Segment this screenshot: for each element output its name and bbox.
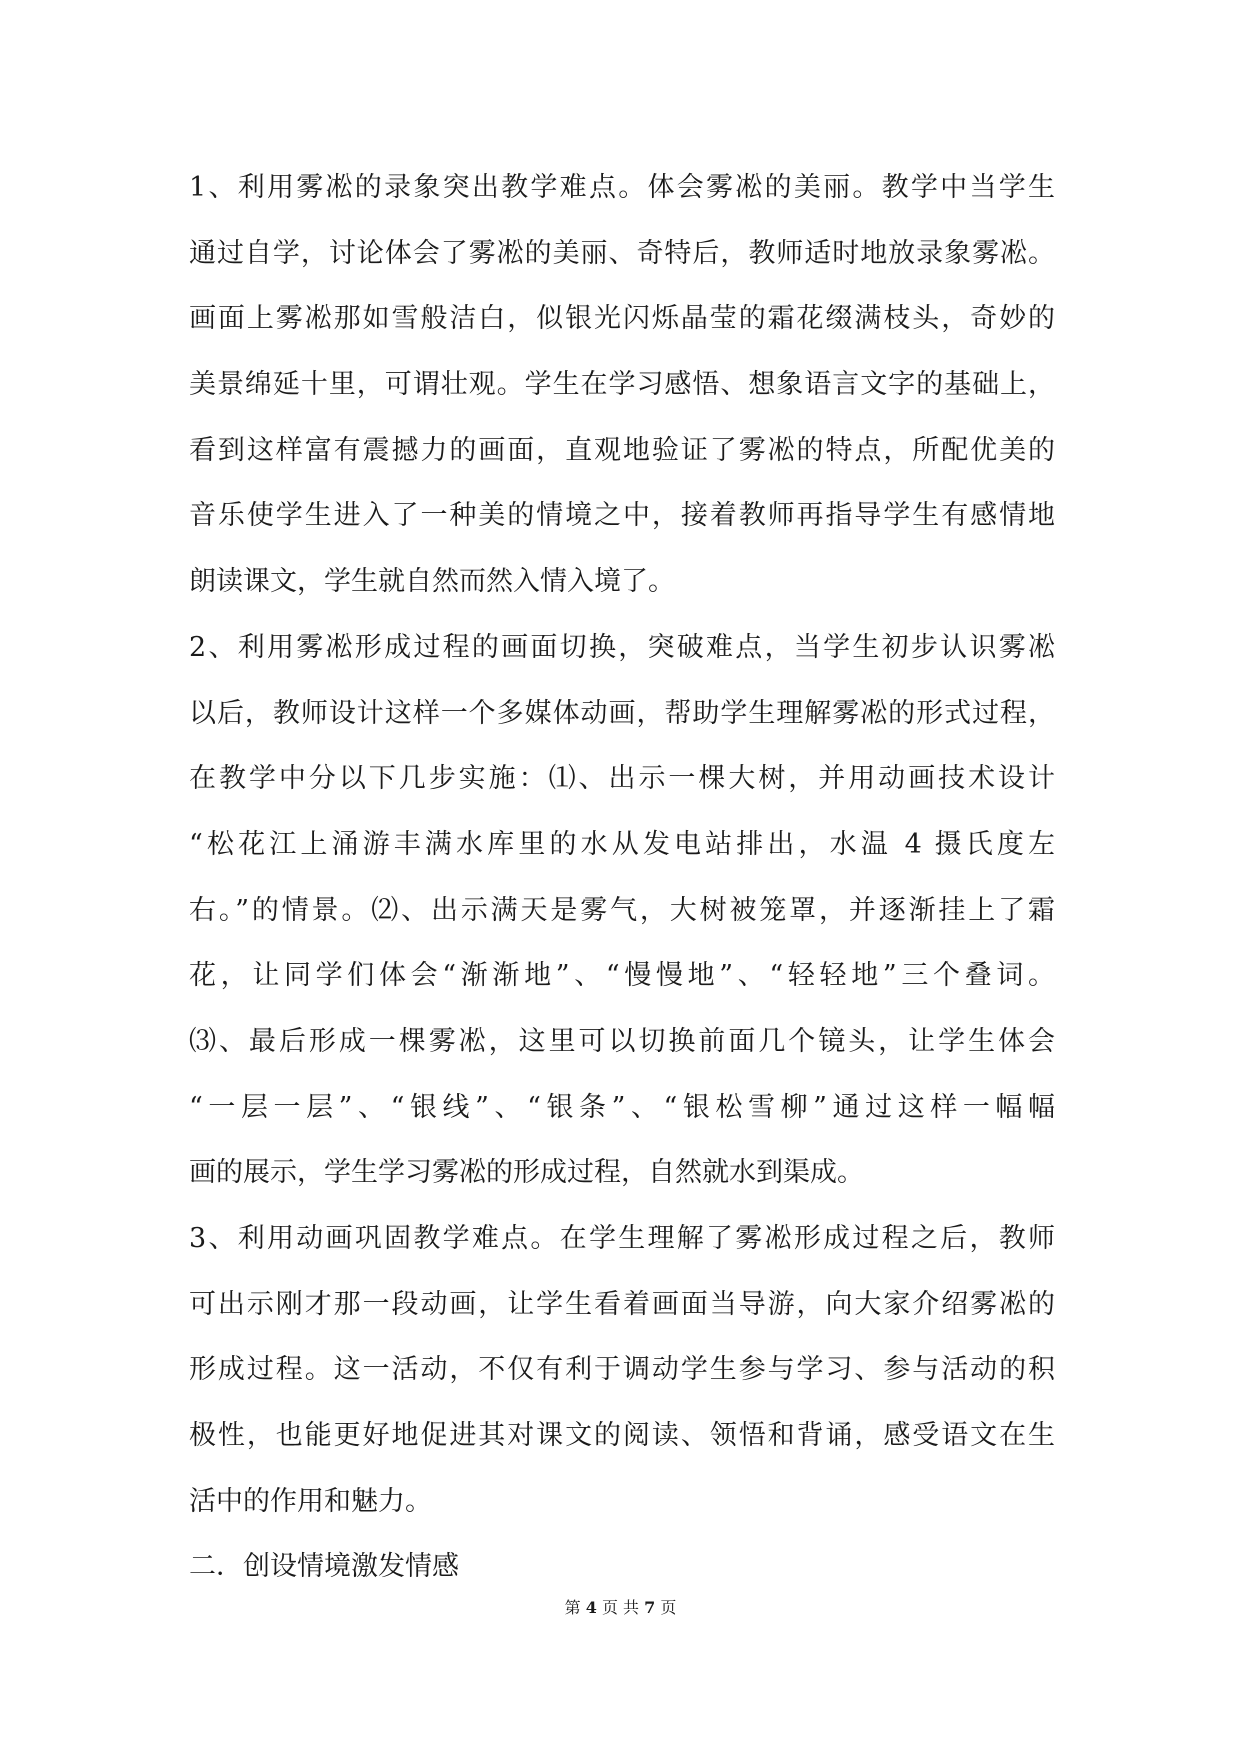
text-line: 2、利用雾凇形成过程的画面切换，突破难点，当学生初步认识雾凇 [189, 631, 1055, 663]
text-line: “一层一层”、“银线”、“银条”、“银松雪柳”通过这样一幅幅 [189, 1091, 1055, 1123]
page-footer [0, 1597, 1241, 1619]
text-line: 音乐使学生进入了一种美的情境之中，接着教师再指导学生有感情地 [189, 500, 1055, 532]
text-line: 美景绵延十里，可谓壮观。学生在学习感悟、想象语言文字的基础上， [189, 369, 1055, 401]
text-line: 看到这样富有震撼力的画面，直观地验证了雾凇的特点，所配优美的 [189, 434, 1055, 466]
text-line: 画的展示，学生学习雾凇的形成过程，自然就水到渠成。 [189, 1157, 864, 1189]
text-line: 1、利用雾凇的录象突出教学难点。体会雾凇的美丽。教学中当学生 [189, 172, 1055, 203]
text-line: 形成过程。这一活动，不仅有利于调动学生参与学习、参与活动的积 [189, 1354, 1055, 1386]
text-line: 极性，也能更好地促进其对课文的阅读、领悟和背诵，感受语文在生 [189, 1420, 1055, 1452]
text-line: 花，让同学们体会“渐渐地”、“慢慢地”、“轻轻地”三个叠词。 [189, 960, 1055, 992]
footer-page-number: 4 [585, 1598, 597, 1617]
text-line: 通过自学，讨论体会了雾凇的美丽、奇特后，教师适时地放录象雾凇。 [189, 237, 1055, 269]
text-line: 在教学中分以下几步实施：⑴、出示一棵大树，并用动画技术设计 [189, 763, 1055, 795]
text-line: 以后，教师设计这样一个多媒体动画，帮助学生理解雾凇的形式过程， [189, 697, 1055, 729]
text-line: 朗读课文，学生就自然而然入情入境了。 [189, 566, 675, 598]
text-line: 可出示刚才那一段动画，让学生看着画面当导游，向大家介绍雾凇的 [189, 1288, 1055, 1320]
text-line: 活中的作用和魅力。 [189, 1485, 432, 1517]
body-text [189, 155, 1055, 1600]
text-line: ⑶、最后形成一棵雾凇，这里可以切换前面几个镜头，让学生体会 [189, 1025, 1055, 1057]
text-line: “松花江上涌游丰满水库里的水从发电站排出，水温 4 摄氏度左 [189, 828, 1055, 860]
footer-prefix: 第 [564, 1598, 581, 1617]
text-line: 画面上雾凇那如雪般洁白，似银光闪烁晶莹的霜花缀满枝头，奇妙的 [189, 303, 1055, 335]
footer-middle: 页 共 [601, 1598, 640, 1617]
text-line: 右。”的情景。⑵、出示满天是雾气，大树被笼罩，并逐渐挂上了霜 [189, 894, 1055, 926]
section-heading: 二．创设情境激发情感 [189, 1551, 459, 1583]
text-line: 3、利用动画巩固教学难点。在学生理解了雾凇形成过程之后，教师 [189, 1223, 1055, 1254]
footer-suffix: 页 [660, 1598, 677, 1617]
footer-total-pages: 7 [644, 1598, 656, 1617]
